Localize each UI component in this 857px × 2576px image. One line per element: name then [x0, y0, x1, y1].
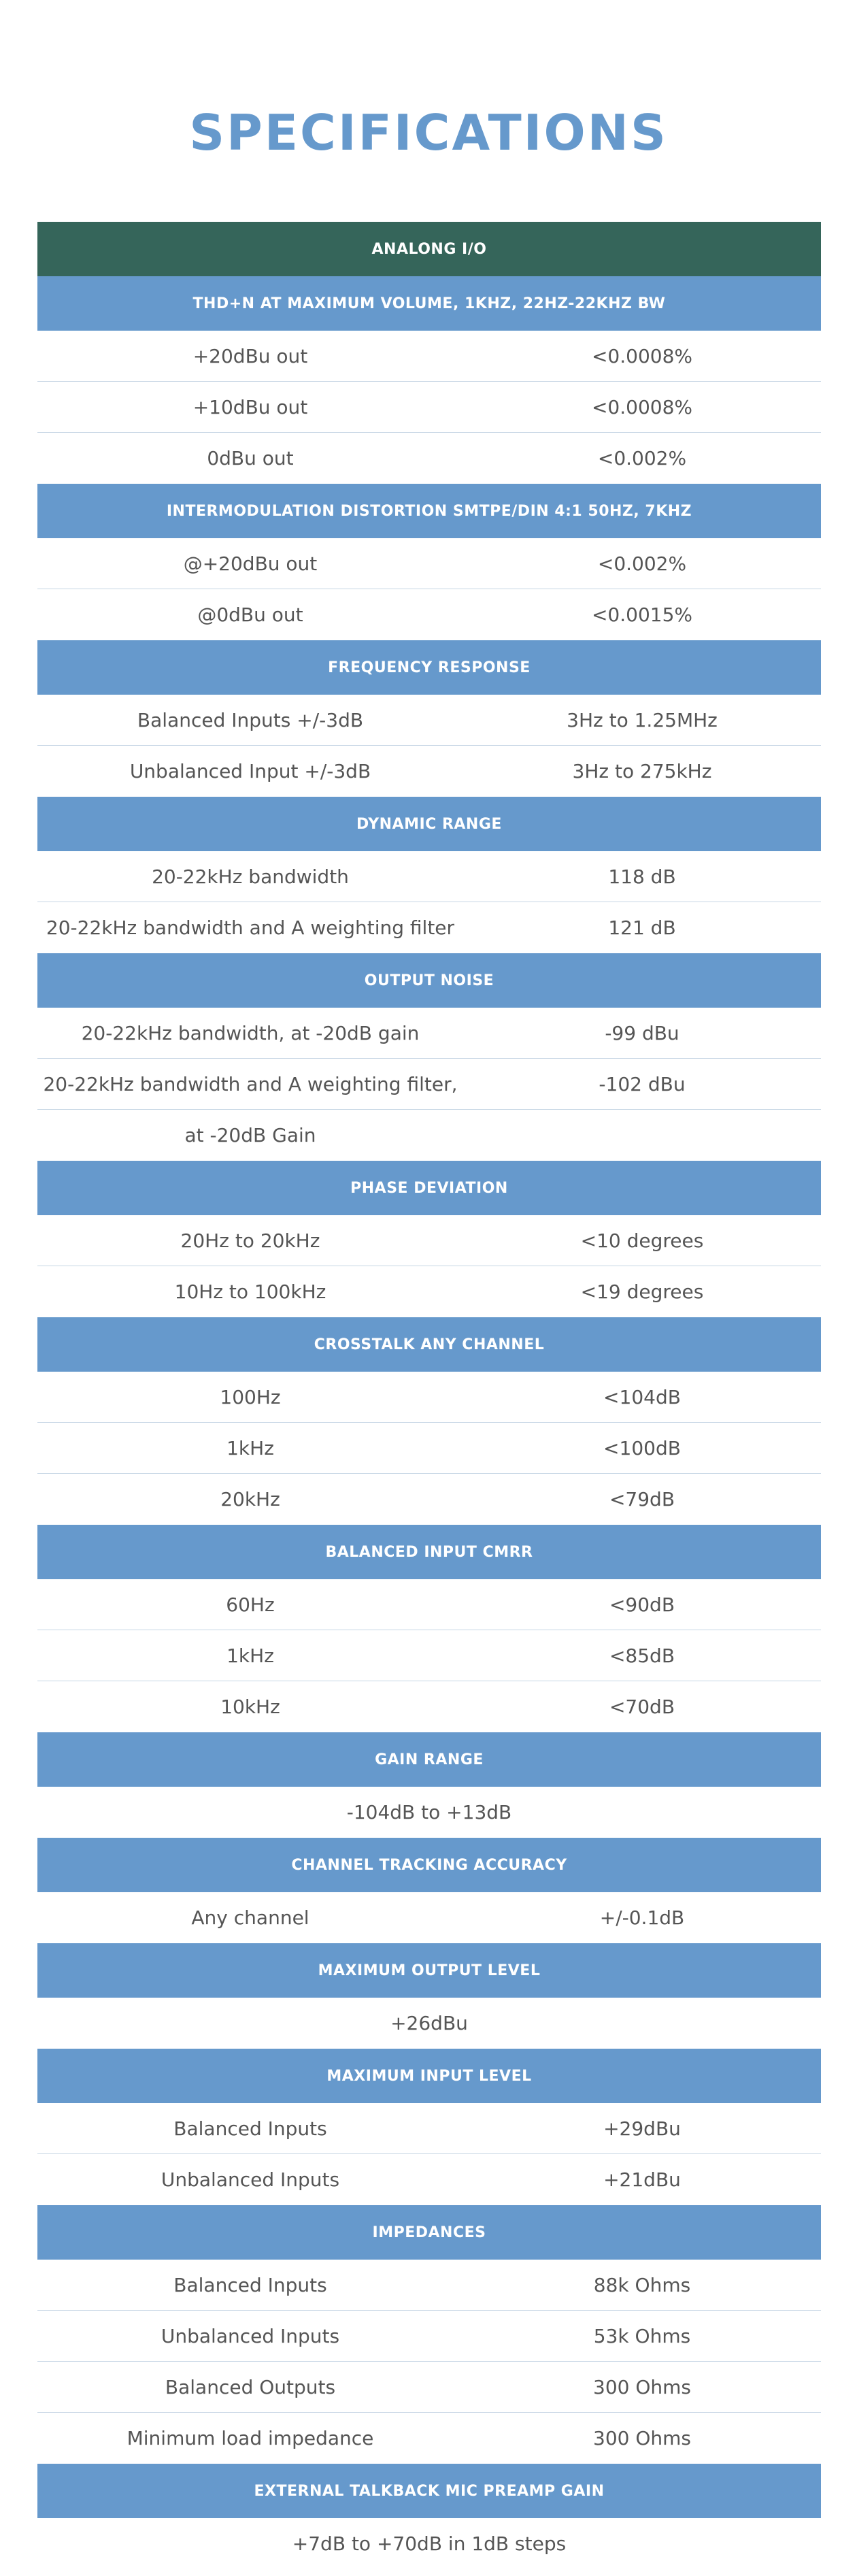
spec-row — [37, 1008, 821, 1059]
spec-label: Balanced Inputs +/-3dB — [137, 708, 364, 731]
spec-row — [37, 1423, 821, 1474]
spec-value: <0.0008% — [591, 395, 693, 418]
spec-value: -104dB to +13dB — [346, 1801, 512, 1823]
spec-row — [37, 1474, 821, 1525]
spec-value: +7dB to +70dB in 1dB steps — [292, 2532, 567, 2555]
section-heading: MAXIMUM INPUT LEVEL — [37, 2049, 821, 2103]
spec-row — [37, 2311, 821, 2362]
spec-value: <19 degrees — [580, 1281, 704, 1303]
spec-label: @0dBu out — [197, 604, 303, 626]
spec-row — [37, 538, 821, 589]
spec-row — [37, 2413, 821, 2464]
spec-row — [37, 1579, 821, 1630]
spec-label: 60Hz — [226, 1593, 275, 1616]
spec-row — [37, 1059, 821, 1110]
spec-row — [37, 1372, 821, 1423]
spec-table — [37, 222, 821, 2569]
spec-label: at -20dB Gain — [184, 1124, 316, 1146]
spec-label: Minimum load impedance — [127, 2427, 374, 2449]
spec-value: +/-0.1dB — [599, 1906, 685, 1929]
spec-value: <0.002% — [597, 552, 687, 575]
spec-row — [37, 2362, 821, 2413]
spec-value: <70dB — [609, 1696, 675, 1718]
section-heading: OUTPUT NOISE — [37, 953, 821, 1008]
spec-label: 20-22kHz bandwidth and A weighting filter, — [43, 1072, 458, 1095]
spec-row — [37, 2103, 821, 2154]
spec-label: Balanced Inputs — [173, 2117, 327, 2140]
section-heading: CROSSTALK ANY CHANNEL — [37, 1317, 821, 1372]
spec-value: 121 dB — [608, 917, 676, 939]
spec-row — [37, 1110, 821, 1161]
section-heading: GAIN RANGE — [37, 1732, 821, 1787]
spec-value: 300 Ohms — [593, 2427, 691, 2449]
spec-value: <100dB — [603, 1436, 681, 1459]
section-heading: DYNAMIC RANGE — [37, 797, 821, 851]
spec-label: 20Hz to 20kHz — [180, 1229, 320, 1252]
spec-row — [37, 1630, 821, 1681]
spec-row — [37, 589, 821, 640]
spec-row — [37, 1681, 821, 1732]
spec-row — [37, 695, 821, 746]
spec-label: Balanced Inputs — [173, 2273, 327, 2296]
spec-row — [37, 2154, 821, 2205]
spec-row — [37, 1266, 821, 1317]
spec-row — [37, 2518, 821, 2569]
spec-value: 300 Ohms — [593, 2375, 691, 2398]
spec-label: @+20dBu out — [183, 552, 318, 575]
section-heading: PHASE DEVIATION — [37, 1161, 821, 1215]
spec-value: 53k Ohms — [593, 2324, 691, 2347]
spec-row — [37, 1787, 821, 1838]
spec-label: 20-22kHz bandwidth — [152, 865, 349, 888]
spec-row — [37, 1998, 821, 2049]
section-heading: MAXIMUM OUTPUT LEVEL — [37, 1943, 821, 1998]
spec-label: 1kHz — [226, 1644, 274, 1667]
spec-row — [37, 902, 821, 953]
spec-row — [37, 382, 821, 433]
spec-value: -99 dBu — [605, 1021, 679, 1044]
page-title: SPECIFICATIONS — [189, 104, 668, 161]
section-heading: THD+N AT MAXIMUM VOLUME, 1KHZ, 22HZ-22KHZ BW — [37, 276, 821, 331]
spec-label: +20dBu out — [192, 344, 308, 367]
spec-row — [37, 331, 821, 382]
spec-row — [37, 1892, 821, 1943]
section-heading: EXTERNAL TALKBACK MIC PREAMP GAIN — [37, 2464, 821, 2518]
spec-value: <10 degrees — [580, 1229, 704, 1252]
spec-row — [37, 2260, 821, 2311]
spec-row — [37, 433, 821, 484]
spec-label: 1kHz — [226, 1436, 274, 1459]
spec-value: +29dBu — [603, 2117, 681, 2140]
section-heading: FREQUENCY RESPONSE — [37, 640, 821, 695]
spec-label: 100Hz — [220, 1385, 281, 1408]
spec-value: +21dBu — [603, 2168, 681, 2191]
section-heading: INTERMODULATION DISTORTION SMTPE/DIN 4:1 50HZ, 7KHZ — [37, 484, 821, 538]
spec-row — [37, 746, 821, 797]
spec-label: Unbalanced Input +/-3dB — [129, 760, 371, 782]
spec-value: <85dB — [609, 1644, 675, 1667]
spec-value: <0.002% — [597, 447, 687, 469]
section-heading: ANALONG I/O — [37, 222, 821, 276]
spec-label: Any channel — [191, 1906, 309, 1929]
spec-label: 10kHz — [220, 1696, 280, 1718]
spec-value: 3Hz to 1.25MHz — [567, 708, 718, 731]
section-heading: CHANNEL TRACKING ACCURACY — [37, 1838, 821, 1892]
spec-value: -102 dBu — [599, 1072, 686, 1095]
spec-label: 20-22kHz bandwidth and A weighting filter — [46, 917, 455, 939]
spec-value: <0.0015% — [591, 604, 693, 626]
spec-label: Unbalanced Inputs — [161, 2324, 340, 2347]
spec-label: Balanced Outputs — [165, 2375, 336, 2398]
spec-label: 0dBu out — [207, 447, 294, 469]
section-heading: IMPEDANCES — [37, 2205, 821, 2260]
spec-value: 118 dB — [608, 865, 676, 888]
spec-row — [37, 1215, 821, 1266]
spec-label: +10dBu out — [192, 395, 308, 418]
spec-value: +26dBu — [390, 2012, 468, 2034]
spec-label: 10Hz to 100kHz — [174, 1281, 326, 1303]
spec-value: <0.0008% — [591, 344, 693, 367]
spec-label: Unbalanced Inputs — [161, 2168, 340, 2191]
spec-value: <90dB — [609, 1593, 675, 1616]
spec-value: <104dB — [603, 1385, 681, 1408]
spec-label: 20-22kHz bandwidth, at -20dB gain — [81, 1021, 420, 1044]
section-heading: BALANCED INPUT CMRR — [37, 1525, 821, 1579]
spec-value: 3Hz to 275kHz — [572, 760, 712, 782]
spec-value: <79dB — [609, 1488, 675, 1510]
spec-label: 20kHz — [220, 1488, 280, 1510]
spec-value: 88k Ohms — [593, 2273, 691, 2296]
spec-row — [37, 851, 821, 902]
